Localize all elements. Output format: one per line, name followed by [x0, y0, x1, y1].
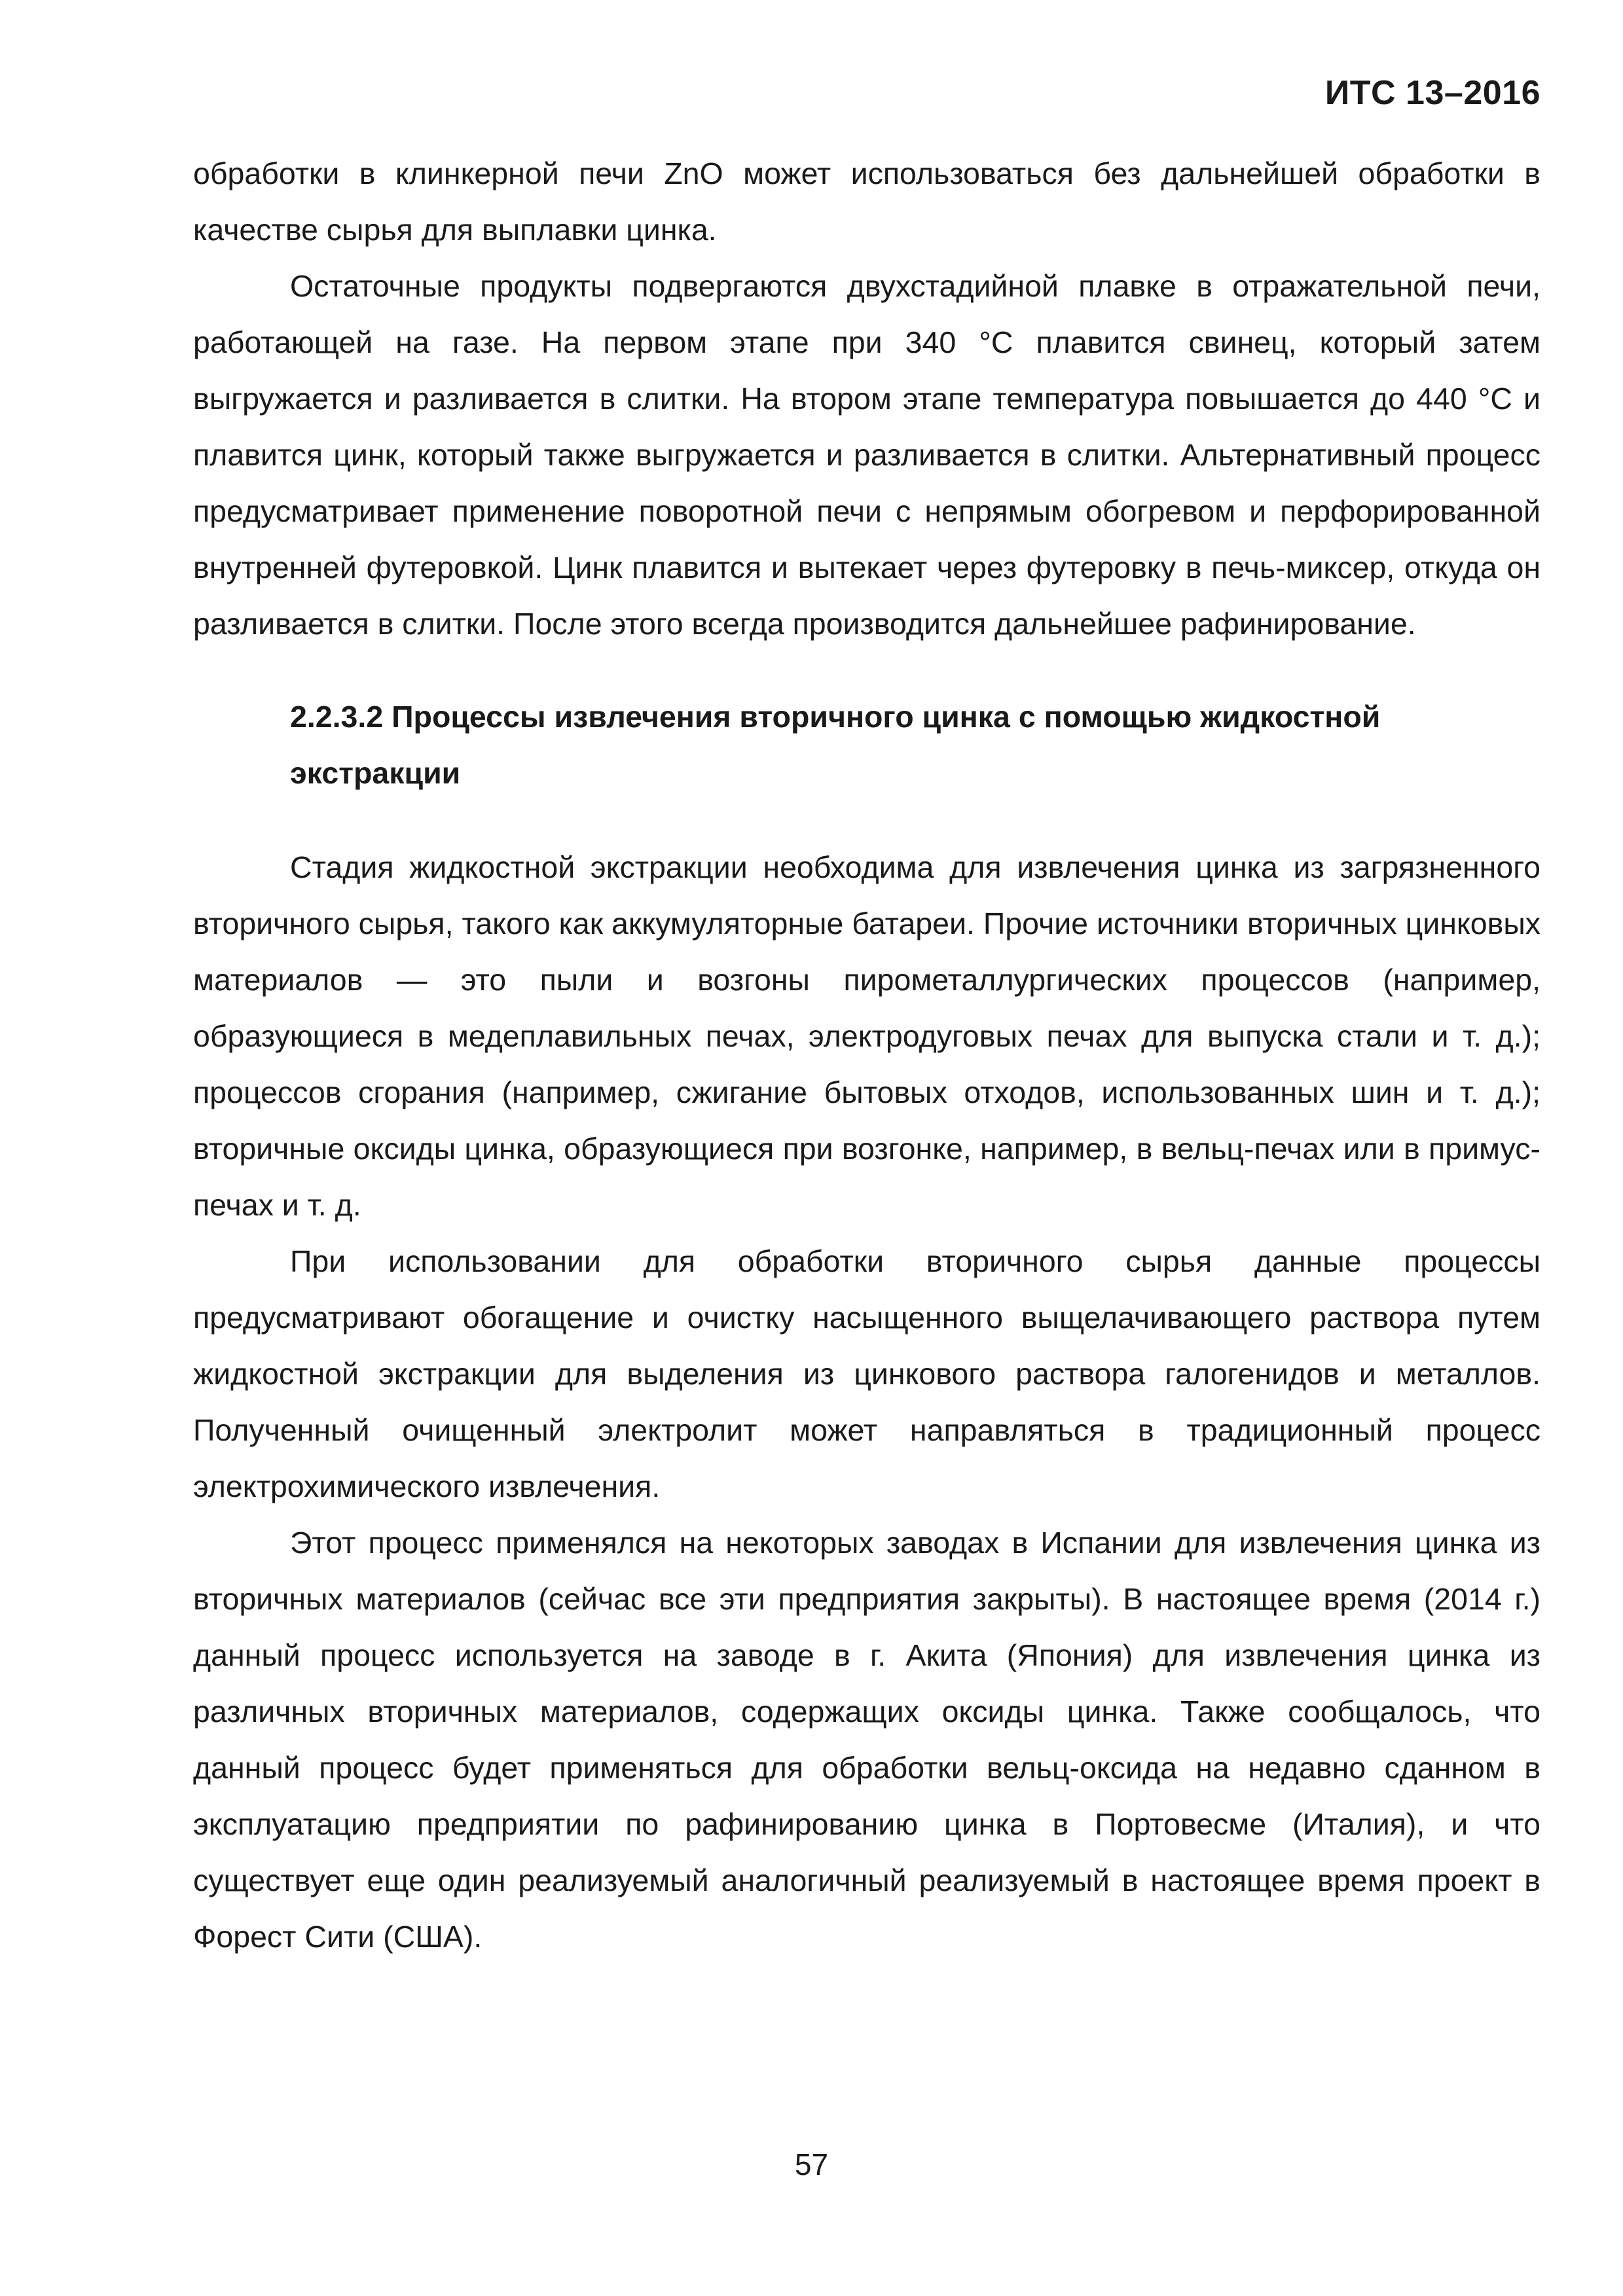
- page-number: 57: [794, 2147, 829, 2181]
- paragraph-continuation: обработки в клинкерной печи ZnO может использоваться без дальнейшей обработки в качестве сырья для выплавки цинка.: [193, 156, 1541, 247]
- paragraph-reverberatory-melting: Остаточные продукты подвергаются двухстадийной плавке в отражательной печи, работающей на газе. На первом этапе при 340 °C плавится свинец, который затем выгружается и разливается в слитки. На втором этапе температура повышается до 440 °C и плавится цинк, который также выгружается и разливается в слитки. Альтернативный процесс предусматривает применение поворотной печи с непрямым обогревом и перфорированной внутренней футеровкой. Цинк плавится и вытекает через футеровку в печь-миксер, откуда он разливается в слитки. После этого всегда производится дальнейшее рафинирование.: [193, 269, 1541, 641]
- paragraph-electrolyte-purification: При использовании для обработки вторичного сырья данные процессы предусматривают обогащение и очистку насыщенного выщелачивающего раствора путем жидкостной экстракции для выделения из цинкового раствора галогенидов и металлов. Полученный очищенный электролит может направляться в традиционный процесс электрохимического извлечения.: [193, 1244, 1541, 1503]
- document-code-header: ИТС 13–2016: [1324, 74, 1541, 112]
- paragraph-solvent-extraction-stage: Стадия жидкостной экстракции необходима для извлечения цинка из загрязненного вторичного сырья, такого как аккумуляторные батареи. Прочие источники вторичных цинковых материалов — это пыли и возгоны пирометаллургических процессов (например, образующиеся в медеплавильных печах, электродуговых печах для выпуска стали и т. д.); процессов сгорания (например, сжигание бытовых отходов, использованных шин и т. д.); вторичные оксиды цинка, образующиеся при возгонке, например, в вельц-печах или в примус-печах и т. д.: [193, 850, 1541, 1222]
- paragraph-plant-applications: Этот процесс применялся на некоторых заводах в Испании для извлечения цинка из вторичных материалов (сейчас все эти предприятия закрыты). В настоящее время (2014 г.) данный процесс используется на заводе в г. Акита (Япония) для извлечения цинка из различных вторичных материалов, содержащих оксиды цинка. Также сообщалось, что данный процесс будет применяться для обработки вельц-оксида на недавно сданном в эксплуатацию предприятии по рафинированию цинка в Портовесме (Италия), и что существует еще один реализуемый аналогичный реализуемый в настоящее время проект в Форест Сити (США).: [193, 1526, 1541, 1954]
- page-body: [193, 145, 1541, 1965]
- section-heading: 2.2.3.2 Процессы извлечения вторичного цинка с помощью жидкостной экстракции: [290, 700, 1381, 790]
